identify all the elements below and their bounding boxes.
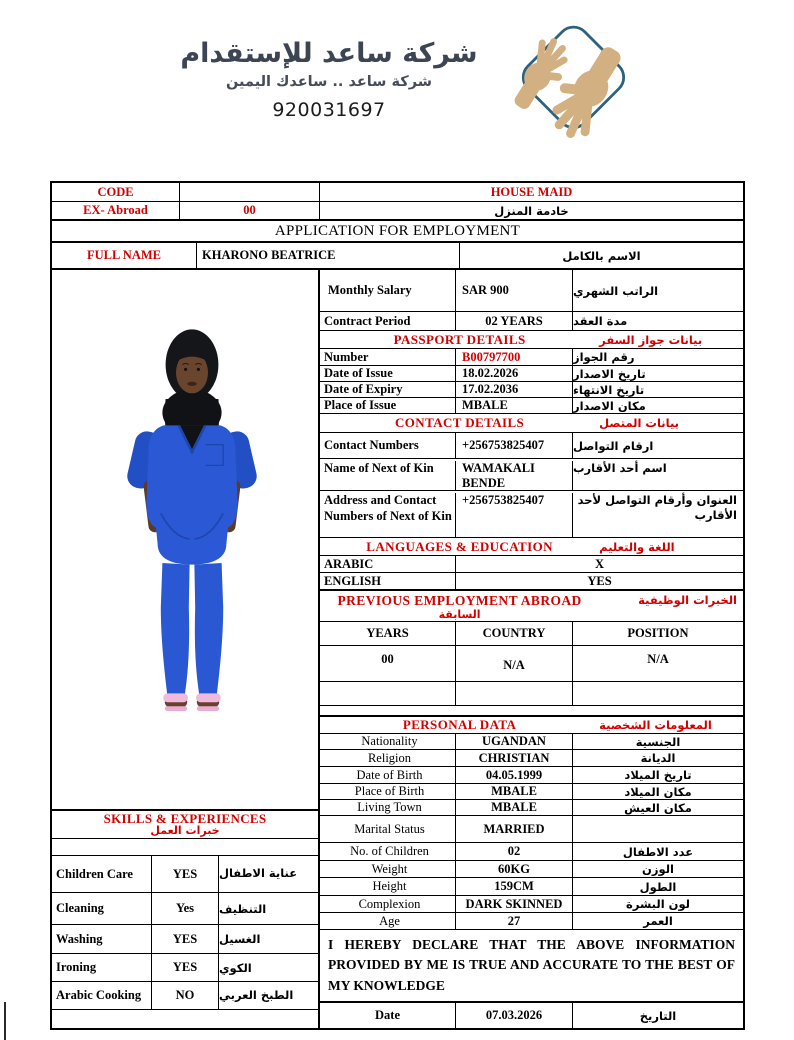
employment-section-header bbox=[320, 591, 743, 622]
passport-section-header bbox=[320, 331, 743, 349]
scan-edge-artifact bbox=[4, 1002, 6, 1040]
application-form-table bbox=[50, 181, 745, 1030]
field-label: Name of Next of Kin bbox=[320, 461, 456, 490]
company-name: شركة ساعد للإستقدام bbox=[180, 38, 478, 69]
field-label: Place of Birth bbox=[320, 784, 456, 799]
personal-row bbox=[320, 750, 743, 767]
passport-row bbox=[320, 366, 743, 382]
field-ar: رقم الجواز bbox=[573, 350, 635, 364]
form-title: APPLICATION FOR EMPLOYMENT bbox=[274, 222, 521, 239]
field-value: 02 YEARS bbox=[456, 312, 573, 330]
personal-row bbox=[320, 767, 743, 784]
left-panel bbox=[52, 270, 320, 1028]
skills-header-ar: خبرات العمل bbox=[150, 823, 220, 837]
field-value: +256753825407 bbox=[456, 433, 573, 458]
full-name-row bbox=[52, 243, 743, 270]
full-name-ar: الاسم بالكامل bbox=[562, 248, 641, 263]
personal-row bbox=[320, 861, 743, 878]
personal-row bbox=[320, 784, 743, 800]
languages-section-header bbox=[320, 538, 743, 556]
field-ar: مدة العقد bbox=[573, 314, 628, 328]
field-label: Marital Status bbox=[320, 816, 456, 842]
right-panel bbox=[320, 270, 743, 1028]
passport-row bbox=[320, 382, 743, 398]
form-title-row bbox=[52, 220, 743, 243]
language-label: ARABIC bbox=[320, 556, 456, 572]
field-ar: اسم أحد الأقارب bbox=[573, 461, 667, 475]
field-label: Date of Birth bbox=[320, 767, 456, 783]
field-value: UGANDAN bbox=[456, 734, 573, 749]
employment-header-ar-sub: السابقة bbox=[438, 608, 481, 621]
field-ar: تاريخ الاصدار bbox=[573, 366, 646, 381]
field-value: 27 bbox=[456, 913, 573, 929]
ex-abroad-value: 00 bbox=[180, 202, 320, 219]
language-row bbox=[320, 556, 743, 573]
employment-data-row bbox=[320, 646, 743, 682]
years-value bbox=[320, 682, 456, 705]
personal-row bbox=[320, 878, 743, 896]
field-ar: الديانة bbox=[640, 751, 676, 765]
skill-row bbox=[52, 856, 318, 893]
contact-header-ar: بيانات المتصل bbox=[599, 416, 679, 430]
field-label: Address and Contact Numbers of Next of Kin bbox=[320, 493, 456, 537]
passport-number-value: B00797700 bbox=[456, 349, 573, 365]
field-value: 17.02.2036 bbox=[456, 382, 573, 397]
position-value: N/A bbox=[647, 652, 669, 666]
field-label: Religion bbox=[320, 750, 456, 766]
field-label: Place of Issue bbox=[320, 398, 456, 413]
field-ar: مكان العيش bbox=[624, 800, 692, 815]
position-value bbox=[573, 682, 743, 705]
position-ar: خادمة المنزل bbox=[494, 203, 569, 218]
personal-row bbox=[320, 913, 743, 930]
skill-label: Washing bbox=[52, 925, 152, 953]
date-label: Date bbox=[320, 1003, 456, 1028]
employment-columns-row bbox=[320, 622, 743, 646]
field-ar bbox=[573, 816, 743, 842]
skill-ar: الغسيل bbox=[219, 932, 261, 946]
country-value: N/A bbox=[456, 646, 573, 681]
company-tagline: شركة ساعد .. ساعدك اليمين bbox=[226, 74, 432, 91]
contact-row bbox=[320, 459, 743, 491]
field-label: Living Town bbox=[320, 800, 456, 815]
field-value: +256753825407 bbox=[456, 493, 573, 537]
contact-row bbox=[320, 433, 743, 459]
field-ar: الوزن bbox=[642, 862, 674, 876]
field-label: Monthly Salary bbox=[320, 270, 456, 311]
field-label: Date of Expiry bbox=[320, 382, 456, 397]
field-label: Contract Period bbox=[320, 312, 456, 330]
full-name-label: FULL NAME bbox=[52, 243, 197, 268]
field-label: Complexion bbox=[320, 896, 456, 912]
code-row bbox=[52, 183, 743, 202]
letterhead bbox=[150, 24, 650, 154]
skill-ar: الكوي bbox=[219, 960, 252, 975]
skill-ar: عناية الاطفال bbox=[219, 866, 298, 881]
employment-header-en: PREVIOUS EMPLOYMENT ABROAD bbox=[337, 593, 582, 608]
skill-value: NO bbox=[152, 982, 219, 1009]
passport-header-en: PASSPORT DETAILS bbox=[393, 331, 526, 347]
language-value: X bbox=[594, 556, 605, 571]
languages-header-ar: اللغة والتعليم bbox=[599, 539, 675, 554]
skill-label: Cleaning bbox=[52, 893, 152, 924]
skill-value: Yes bbox=[152, 893, 219, 924]
language-value: YES bbox=[587, 573, 612, 588]
field-ar: العمر bbox=[643, 914, 673, 928]
date-ar: التاريخ bbox=[639, 1008, 677, 1023]
language-label: ENGLISH bbox=[320, 573, 456, 589]
field-ar: مكان الميلاد bbox=[624, 784, 692, 799]
contract-row bbox=[320, 312, 743, 331]
letterhead-text bbox=[164, 24, 494, 154]
date-row bbox=[320, 1003, 743, 1028]
field-value: SAR 900 bbox=[456, 270, 573, 311]
spacer-row bbox=[320, 706, 743, 717]
passport-header-ar: بيانات جواز السفر bbox=[599, 332, 703, 347]
field-label: Number bbox=[320, 349, 456, 365]
languages-header-en: LANGUAGES & EDUCATION bbox=[366, 538, 553, 554]
passport-row bbox=[320, 349, 743, 366]
field-value: DARK SKINNED bbox=[456, 896, 573, 912]
skill-ar: الطبخ العربي bbox=[219, 987, 294, 1002]
code-value-cell bbox=[180, 183, 320, 201]
skill-row bbox=[52, 925, 318, 954]
salary-row bbox=[320, 270, 743, 312]
country-value bbox=[456, 682, 573, 705]
field-label: Height bbox=[320, 878, 456, 895]
field-label: No. of Children bbox=[320, 843, 456, 860]
field-ar: ارقام التواصل bbox=[573, 438, 654, 453]
field-label: Weight bbox=[320, 861, 456, 877]
skill-label: Children Care bbox=[52, 856, 152, 892]
field-ar: تاريخ الميلاد bbox=[624, 768, 692, 782]
skill-label: Arabic Cooking bbox=[52, 982, 152, 1009]
field-label: Age bbox=[320, 913, 456, 929]
skills-empty-row bbox=[52, 839, 318, 856]
field-value: 18.02.2026 bbox=[456, 366, 573, 381]
skills-empty-row bbox=[52, 1010, 318, 1028]
field-label: Nationality bbox=[320, 734, 456, 749]
skill-ar: التنظيف bbox=[219, 901, 267, 916]
column-position: POSITION bbox=[627, 626, 689, 640]
personal-header-ar: المعلومات الشخصية bbox=[599, 718, 712, 732]
personal-header-en: PERSONAL DATA bbox=[402, 717, 517, 732]
field-value: MARRIED bbox=[456, 816, 573, 842]
declaration-row bbox=[320, 930, 743, 1003]
company-phone: 920031697 bbox=[272, 99, 386, 122]
field-ar: تاريخ الانتهاء bbox=[573, 382, 645, 397]
field-value: MBALE bbox=[456, 398, 573, 413]
employment-empty-row bbox=[320, 682, 743, 706]
skills-header-en: SKILLS & EXPERIENCES bbox=[103, 810, 267, 826]
date-value: 07.03.2026 bbox=[456, 1003, 573, 1028]
contact-section-header bbox=[320, 414, 743, 433]
employment-header-ar: الخبرات الوظيفية bbox=[638, 593, 737, 607]
two-hands-diamond-logo-icon bbox=[496, 24, 636, 154]
skill-row bbox=[52, 893, 318, 925]
field-ar: الجنسية bbox=[635, 734, 681, 749]
field-label: Contact Numbers bbox=[320, 433, 456, 458]
skill-label: Ironing bbox=[52, 954, 152, 981]
ex-abroad-label: EX- Abroad bbox=[52, 202, 180, 219]
years-value: 00 bbox=[320, 646, 456, 681]
personal-row bbox=[320, 816, 743, 843]
field-value: 04.05.1999 bbox=[456, 767, 573, 783]
full-name-value: KHARONO BEATRICE bbox=[197, 243, 460, 268]
language-row bbox=[320, 573, 743, 591]
field-ar: عدد الاطفال bbox=[622, 844, 694, 859]
field-ar: لون البشرة bbox=[626, 897, 690, 911]
column-years: YEARS bbox=[320, 622, 456, 645]
skill-row bbox=[52, 982, 318, 1010]
personal-row bbox=[320, 800, 743, 816]
passport-row bbox=[320, 398, 743, 414]
skill-value: YES bbox=[152, 954, 219, 981]
personal-section-header bbox=[320, 717, 743, 734]
field-value: MBALE bbox=[456, 784, 573, 799]
personal-row bbox=[320, 734, 743, 750]
personal-row bbox=[320, 896, 743, 913]
skill-value: YES bbox=[152, 925, 219, 953]
field-ar: الطول bbox=[639, 879, 677, 894]
field-ar: مكان الاصدار bbox=[573, 398, 646, 413]
field-value: 60KG bbox=[456, 861, 573, 877]
field-value: CHRISTIAN bbox=[456, 750, 573, 766]
declaration-text: I HEREBY DECLARE THAT THE ABOVE INFORMATION PROVIDED BY ME IS TRUE AND ACCURATE TO THE BEST OF MY KNOWLEDGE bbox=[328, 937, 735, 993]
ex-abroad-row bbox=[52, 202, 743, 220]
column-country: COUNTRY bbox=[456, 622, 573, 645]
candidate-photo bbox=[52, 270, 318, 811]
field-value: 159CM bbox=[456, 878, 573, 895]
skill-row bbox=[52, 954, 318, 982]
form-body bbox=[52, 270, 743, 1028]
field-value: MBALE bbox=[456, 800, 573, 815]
code-label: CODE bbox=[52, 183, 180, 201]
personal-row bbox=[320, 843, 743, 861]
contact-row bbox=[320, 491, 743, 538]
skill-value: YES bbox=[152, 856, 219, 892]
field-ar: العنوان وأرقام التواصل لأحد الأقارب bbox=[577, 493, 737, 522]
field-ar: الراتب الشهري bbox=[573, 283, 659, 298]
field-label: Date of Issue bbox=[320, 366, 456, 381]
field-value: WAMAKALI BENDE bbox=[456, 461, 573, 490]
field-value: 02 bbox=[456, 843, 573, 860]
position-en: HOUSE MAID bbox=[490, 184, 573, 199]
contact-header-en: CONTACT DETAILS bbox=[395, 415, 525, 430]
skills-section-header bbox=[52, 811, 318, 839]
